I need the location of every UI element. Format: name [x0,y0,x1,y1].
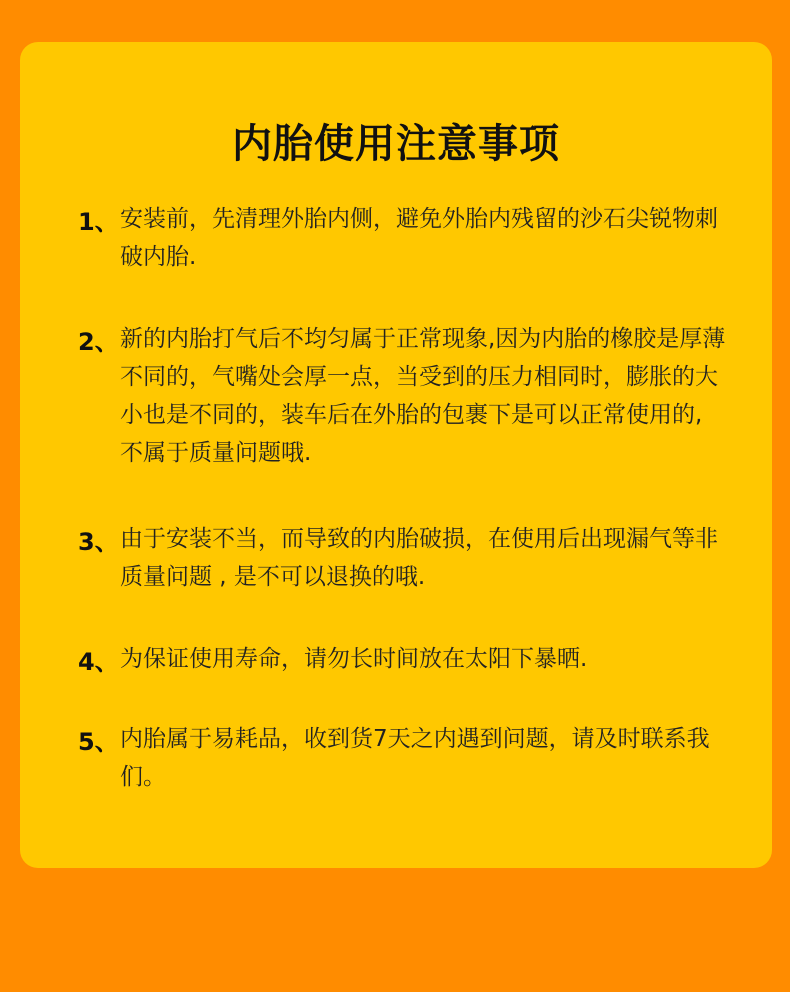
list-item [78,640,728,678]
list-item [78,200,728,276]
list-item [78,720,728,796]
item-text: 新的内胎打气后不均匀属于正常现象,因为内胎的橡胶是厚薄不同的，气嘴处会厚一点，当受到的压力相同时，膨胀的大小也是不同的，装车后在外胎的包裹下是可以正常使用的, 不属于质量问题哦. [120,326,726,466]
list-item [78,520,728,596]
item-text: 由于安装不当，而导致的内胎破损，在使用后出现漏气等非质量问题 , 是不可以退换的哦. [120,526,718,590]
item-text: 安装前，先清理外胎内侧，避免外胎内残留的沙石尖锐物刺破内胎. [120,206,718,270]
item-text: 内胎属于易耗品，收到货7天之内遇到问题，请及时联系我们。 [120,726,710,790]
item-number: 1、 [78,208,119,236]
item-number: 3、 [78,528,119,556]
notice-card [20,42,772,868]
item-text: 为保证使用寿命，请勿长时间放在太阳下暴晒. [120,646,588,672]
item-number: 4、 [78,648,119,676]
item-number: 2、 [78,328,119,356]
item-number: 5、 [78,728,119,756]
page-title: 内胎使用注意事项 [232,121,560,167]
list-item [78,320,728,472]
